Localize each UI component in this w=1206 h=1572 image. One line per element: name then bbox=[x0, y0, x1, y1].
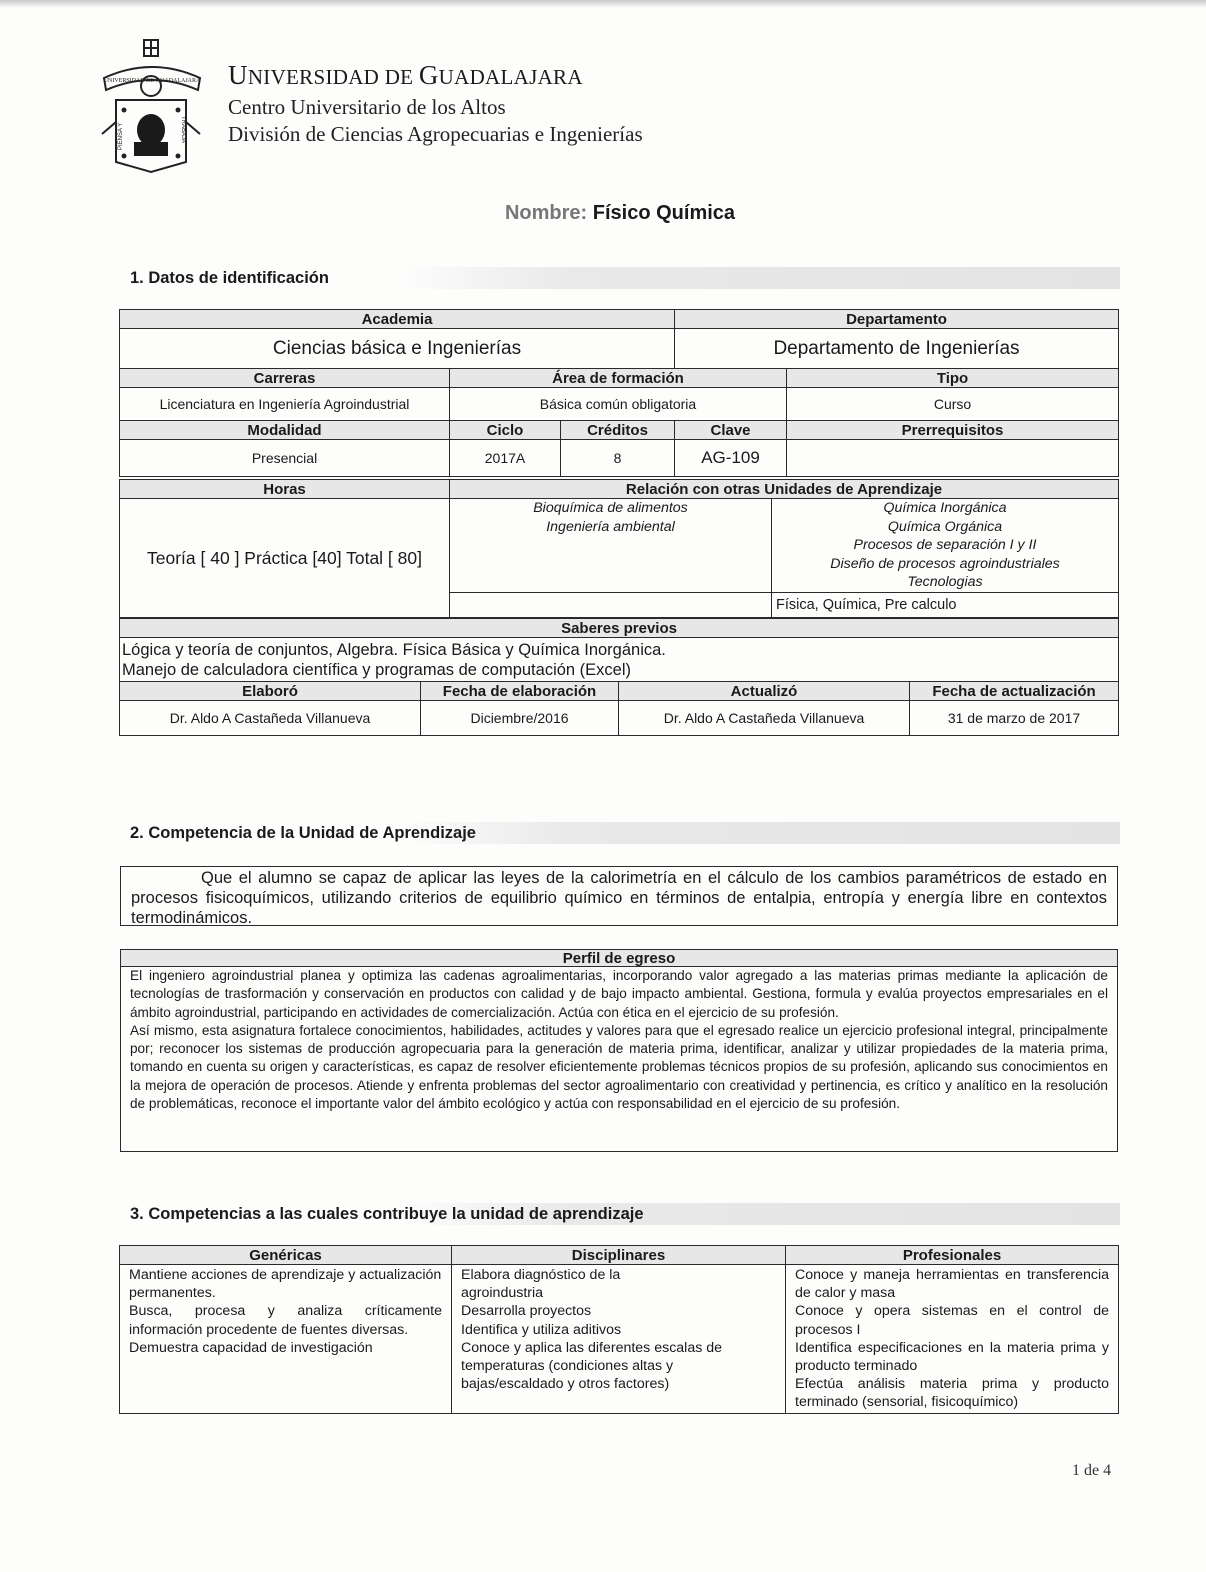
page-number: 1 de 4 bbox=[1072, 1462, 1112, 1479]
clave-value: AG-109 bbox=[675, 440, 787, 477]
relacion-left-bottom bbox=[450, 593, 772, 618]
competencia-box bbox=[120, 866, 1118, 926]
fecha-elaboracion-value: Diciembre/2016 bbox=[421, 701, 619, 736]
centro-name: Centro Universitario de los Altos bbox=[228, 95, 506, 119]
section-3-heading: 3. Competencias a las cuales contribuye la unidad de aprendizaje bbox=[120, 1203, 1120, 1225]
competencia-item: Mantiene acciones de aprendizaje y actualización permanentes. bbox=[129, 1267, 442, 1302]
departamento-label: Departamento bbox=[675, 310, 1119, 329]
university-name: UNIVERSIDAD DE GUADALAJARA bbox=[228, 60, 583, 90]
competencia-item: Conoce y maneja herramientas en transferencia de calor y masa bbox=[795, 1267, 1109, 1302]
fecha-elaboracion-label: Fecha de elaboración bbox=[421, 682, 619, 701]
competencia-item: Conoce y opera sistemas en el control de procesos I bbox=[795, 1303, 1109, 1338]
relacion-right-bottom: Física, Química, Pre calculo bbox=[772, 593, 1119, 618]
col-disciplinares: Disciplinares bbox=[452, 1246, 786, 1265]
competencia-item: Conoce y aplica las diferentes escalas de temperaturas (condiciones altas y bajas/escaldado y otros factores) bbox=[461, 1339, 723, 1393]
perfil-paragraph: Así mismo, esta asignatura fortalece conocimientos, habilidades, actitudes y valores para que el egresado realice un ejercicio profesional integral, principalmente por; reconocer los sistemas de producción agropecuaria para la generación de materia prima, identificar, analizar y utilizar propiedades de la materia prima, tomando en cuenta su origen y características, es capaz de resolver eficientemente problemas técnicos propios de su profesión, aplicando sus conocimientos en la mejora de operación de procesos. Atiende y enfrenta problemas del sector agroalimentario con creatividad y pertinencia, es crítico y analítico en la resolución de problemáticas, reconoce el importante valor del ámbito ecológico y actúa con responsabilidad en el ejercicio de su profesión. bbox=[130, 1022, 1108, 1112]
course-title-label: Nombre: bbox=[504, 202, 588, 224]
elaboro-value: Dr. Aldo A Castañeda Villanueva bbox=[120, 701, 421, 736]
genericas-list bbox=[120, 1265, 452, 1414]
scan-edge-shadow bbox=[0, 0, 1206, 8]
col-genericas: Genéricas bbox=[120, 1246, 452, 1265]
carreras-label: Carreras bbox=[120, 369, 450, 388]
section-2-heading: 2. Competencia de la Unidad de Aprendizaje bbox=[120, 822, 1120, 844]
horas-value: Teoría [ 40 ] Práctica [40] Total [ 80] bbox=[120, 499, 450, 618]
modalidad-value: Presencial bbox=[120, 440, 450, 477]
relacion-item: Ingeniería ambiental bbox=[546, 518, 675, 535]
course-title bbox=[0, 202, 1206, 225]
perfil-egreso-label: Perfil de egreso bbox=[120, 949, 1118, 967]
elaboro-label: Elaboró bbox=[120, 682, 421, 701]
competencia-item: Identifica y utiliza aditivos bbox=[461, 1321, 622, 1338]
area-value: Básica común obligatoria bbox=[450, 388, 787, 421]
creditos-label: Créditos bbox=[561, 421, 675, 440]
relacion-item: Química Orgánica bbox=[887, 518, 1003, 535]
svg-text:PIENSA Y: PIENSA Y bbox=[118, 122, 124, 150]
perfil-egreso-body bbox=[120, 966, 1118, 1152]
actualizo-value: Dr. Aldo A Castañeda Villanueva bbox=[619, 701, 910, 736]
area-label: Área de formación bbox=[450, 369, 787, 388]
svg-text:UNIVERSIDAD DE GUADALAJARA: UNIVERSIDAD DE GUADALAJARA bbox=[103, 78, 201, 84]
competencia-item: Busca, procesa y analiza críticamente información procedente de fuentes diversas. bbox=[129, 1303, 442, 1338]
tipo-value: Curso bbox=[787, 388, 1119, 421]
competencia-item: Identifica especificaciones en la materia prima y producto terminado bbox=[795, 1339, 1109, 1375]
svg-text:TRABAJA: TRABAJA bbox=[180, 116, 186, 144]
prerrequisitos-value bbox=[787, 440, 1119, 477]
saberes-table bbox=[119, 618, 1119, 736]
relacion-item: Diseño de procesos agroindustriales bbox=[830, 555, 1060, 572]
competencia-item: Elabora diagnóstico de la agroindustria bbox=[461, 1267, 621, 1302]
departamento-value: Departamento de Ingenierías bbox=[675, 329, 1119, 369]
academia-label: Academia bbox=[120, 310, 675, 329]
division-name: División de Ciencias Agropecuarias e Ingenierías bbox=[228, 122, 643, 146]
ciclo-value: 2017A bbox=[450, 440, 561, 477]
profesionales-list bbox=[786, 1265, 1119, 1414]
creditos-value: 8 bbox=[561, 440, 675, 477]
fecha-actualizacion-value: 31 de marzo de 2017 bbox=[910, 701, 1119, 736]
saberes-line: Lógica y teoría de conjuntos, Algebra. Física Básica y Química Inorgánica. bbox=[122, 640, 666, 659]
modalidad-label: Modalidad bbox=[120, 421, 450, 440]
actualizo-label: Actualizó bbox=[619, 682, 910, 701]
saberes-line: Manejo de calculadora científica y programas de computación (Excel) bbox=[122, 660, 632, 679]
saberes-label: Saberes previos bbox=[120, 619, 1119, 638]
competencia-item: Desarrolla proyectos bbox=[461, 1303, 592, 1320]
saberes-value bbox=[120, 638, 1119, 682]
relacion-item: Química Inorgánica bbox=[883, 500, 1007, 516]
competencia-item: Demuestra capacidad de investigación bbox=[129, 1339, 373, 1356]
relacion-item: Tecnologias bbox=[907, 574, 983, 590]
competencias-table bbox=[119, 1245, 1119, 1414]
identification-table bbox=[119, 309, 1119, 477]
perfil-paragraph: El ingeniero agroindustrial planea y optimiza las cadenas agroalimentarias, incorporando valor agregado a las materias primas mediante la aplicación de tecnologías de trasformación y conservación en productos con calidad y de bajo impacto ambiental. Gestiona, formula y evalúa proyectos empresariales en el ámbito agroindustrial, participando en actividades de comercialización. Actúa con ética en el ejercicio de su profesión. bbox=[130, 968, 1108, 1020]
relacion-left-list bbox=[450, 499, 772, 593]
section-1-heading: 1. Datos de identificación bbox=[120, 267, 1120, 289]
horas-label: Horas bbox=[120, 480, 450, 499]
disciplinares-list bbox=[452, 1265, 786, 1414]
ciclo-label: Ciclo bbox=[450, 421, 561, 440]
relacion-item: Procesos de separación I y II bbox=[853, 537, 1037, 553]
course-title-value: Físico Química bbox=[592, 202, 736, 224]
academia-value: Ciencias básica e Ingenierías bbox=[120, 329, 675, 369]
relacion-label: Relación con otras Unidades de Aprendizaje bbox=[450, 480, 1119, 499]
clave-label: Clave bbox=[675, 421, 787, 440]
carreras-value: Licenciatura en Ingeniería Agroindustrial bbox=[120, 388, 450, 421]
horas-relacion-table bbox=[119, 479, 1119, 618]
relacion-item: Bioquímica de alimentos bbox=[533, 500, 688, 516]
tipo-label: Tipo bbox=[787, 369, 1119, 388]
col-profesionales: Profesionales bbox=[786, 1246, 1119, 1265]
competencia-text: Que el alumno se capaz de aplicar las leyes de la calorimetría en el cálculo de los cambios paramétricos de estado en procesos fisicoquímicos, utilizando criterios de equilibrio químico en términos de entalpia, entropía y energía libre en contextos termodinámicos. bbox=[131, 869, 1107, 927]
relacion-right-list bbox=[772, 499, 1119, 593]
fecha-actualizacion-label: Fecha de actualización bbox=[910, 682, 1119, 701]
university-crest-icon bbox=[98, 38, 206, 178]
competencia-item: Efectúa análisis materia prima y producto terminado (sensorial, fisicoquímico) bbox=[795, 1376, 1109, 1411]
prerrequisitos-label: Prerrequisitos bbox=[787, 421, 1119, 440]
